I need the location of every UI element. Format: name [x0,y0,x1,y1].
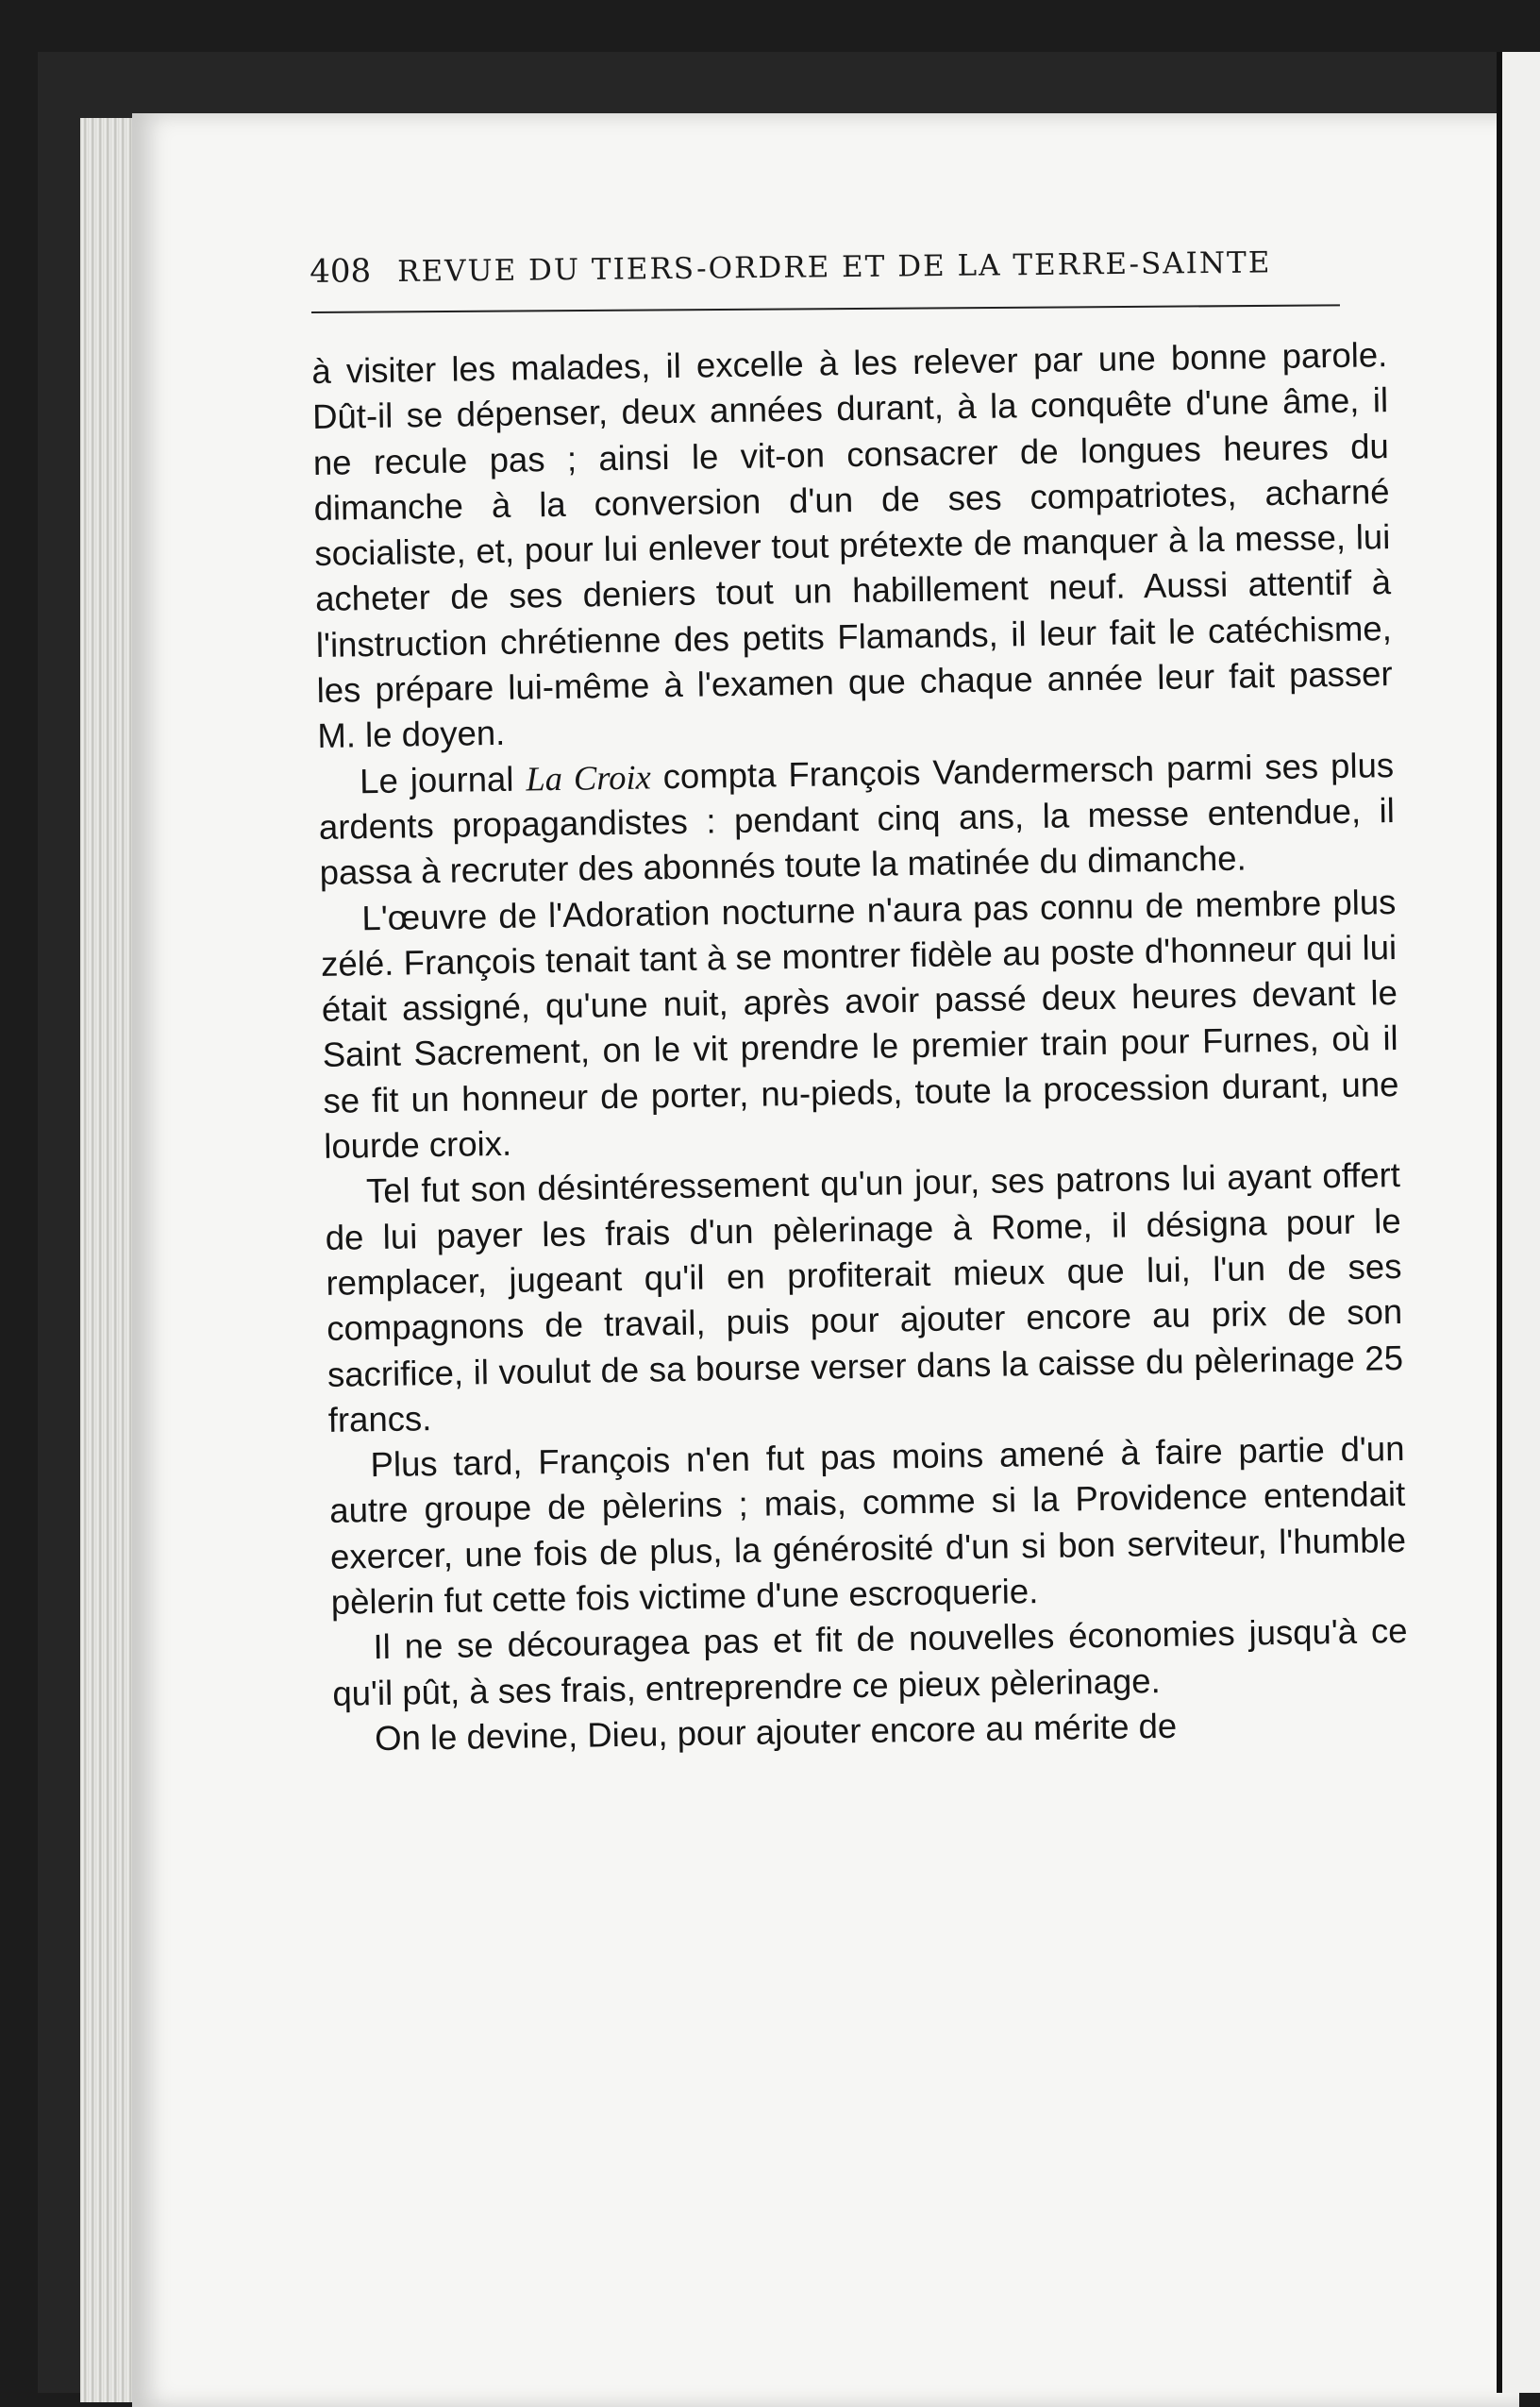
paragraph: Tel fut son désintéressement qu'un jour, ses patrons lui ayant offert de lui payer les frais d'un pèlerinage à Rome, il désigna pour le remplacer, jugeant qu'il en profiterait mieux que lui, l'un de ses compagnons de travail, puis pour ajouter encore au prix de son sacrifice, il voulut de sa bourse verser dans la caisse du pèlerinage 25 francs. [325,1155,1404,1439]
paragraph [318,743,1396,897]
paragraph-segment: compta François Vandermersch parmi ses plus ardents propagandistes : pendant cinq ans, la messe entendue, il passa à recruter des abonnés toute la matinée du dimanche. [318,745,1396,893]
paragraph: Plus tard, François n'en fut pas moins amené à faire partie d'un autre groupe de pèlerins ; mais, comme si la Providence entendait exercer, une fois de plus, la générosité d'un si bon serviteur, l'humble pèlerin fut cette fois victime d'une escroquerie. [329,1429,1407,1622]
running-title: REVUE DU TIERS-ORDRE ET DE LA TERRE-SAINTE [396,245,1272,290]
newspaper-title: La Croix [526,757,652,799]
paragraph: à visiter les malades, il excelle à les relever par une bonne parole. Dût-il se dépenser, deux années durant, à la conquête d'une âme, il ne recule pas ; ainsi le vit-on consacrer de longues heures du dimanche à la conversion d'un de ses compatriotes, acharné socialiste, et, pour lui enlever tout prétexte de manquer à la messe, lui acheter de ses deniers tout un habillement neuf. Aussi attentif à l'instruction chrétienne des petits Flamands, il leur fait le catéchisme, les prépare lui-même à l'examen que chaque année leur fait passer M. le doyen. [311,335,1393,756]
paragraph-segment: Le journal [359,759,527,800]
paragraph: L'œuvre de l'Adoration nocturne n'aura pas connu de membre plus zélé. François tenait tant à se montrer fidèle au poste d'honneur qui lui était assigné, qu'une nuit, après avoir passé deux heures devant le Saint Sacrement, on le vit prendre le premier train pour Furnes, où il se fit un honneur de porter, nu-pieds, toute la procession durant, une lourde croix. [320,882,1399,1166]
paragraph: On le devine, Dieu, pour ajouter encore au mérite de [374,1706,1178,1759]
body-text [311,332,1409,1762]
paragraph: Il ne se découragea pas et fit de nouvelles économies jusqu'à ce qu'il pût, à ses frais, entreprendre ce pieux pèlerinage. [332,1611,1408,1713]
facing-page-edge [1497,52,1540,2393]
page-number: 408 [310,252,372,291]
page-edges [80,118,132,2402]
